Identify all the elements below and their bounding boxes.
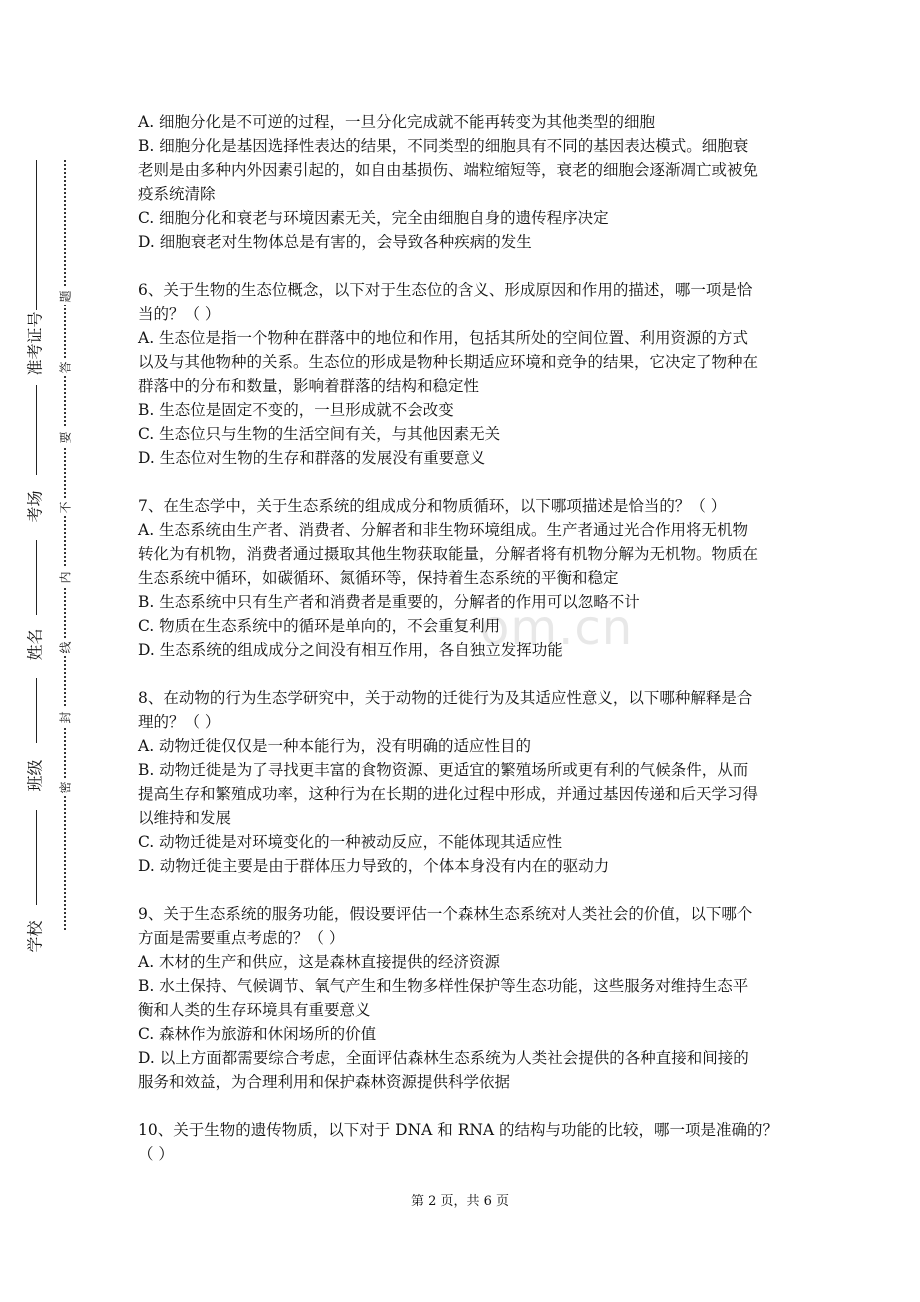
- option-d: D. 动物迁徙主要是由于群体压力导致的，个体本身没有内在的驱动力: [138, 857, 610, 875]
- watermark: om.cn: [480, 600, 634, 656]
- binding-label-name: 姓名: [25, 627, 45, 661]
- option-a: A. 生态位是指一个物种在群落中的地位和作用，包括其所处的空间位置、利用资源的方式: [138, 329, 749, 347]
- option-a: A. 细胞分化是不可逆的过程，一旦分化完成就不能再转变为其他类型的细胞: [138, 113, 656, 131]
- question-6: [138, 278, 788, 470]
- option-a-cont: 群落中的分布和数量，影响着群落的结构和稳定性: [138, 377, 480, 395]
- option-c: C. 细胞分化和衰老与环境因素无关，完全由细胞自身的遗传程序决定: [138, 209, 609, 227]
- option-c: C. 动物迁徙是对环境变化的一种被动反应，不能体现其适应性: [138, 833, 563, 851]
- binding-label-exam-number: 准考证号: [25, 310, 45, 376]
- question-stem-cont: 理的？（ ）: [138, 713, 221, 731]
- option-b: B. 生态系统中只有生产者和消费者是重要的，分解者的作用可以忽略不计: [138, 593, 640, 611]
- option-b: B. 生态位是固定不变的，一旦形成就不会改变: [138, 401, 454, 419]
- option-a: A. 动物迁徙仅仅是一种本能行为，没有明确的适应性目的: [138, 737, 532, 755]
- seal-dotted-line: [64, 160, 66, 930]
- option-d: D. 以上方面都需要综合考虑，全面评估森林生态系统为人类社会提供的各种直接和间接的: [138, 1049, 749, 1067]
- option-a-cont: 生态系统中循环，如碳循环、氮循环等，保持着生态系统的平衡和稳定: [138, 569, 619, 587]
- seal-char: 不: [56, 498, 74, 516]
- page-footer: 第 2 页，共 6 页: [410, 1194, 510, 1209]
- question-stem: 6、关于生物的生态位概念，以下对于生态位的含义、形成原因和作用的描述，哪一项是恰: [138, 281, 753, 299]
- option-b: B. 动物迁徙是为了寻找更丰富的食物资源、更适宜的繁殖场所或更有利的气候条件，从而: [138, 761, 749, 779]
- option-d: D. 生态系统的组成成分之间没有相互作用，各自独立发挥功能: [138, 641, 563, 659]
- seal-char: 密: [56, 778, 74, 796]
- question-10: [138, 1118, 788, 1166]
- write-line-exam-room: [36, 385, 37, 475]
- seal-char: 要: [56, 428, 74, 446]
- option-d: D. 细胞衰老对生物体总是有害的，会导致各种疾病的发生: [138, 233, 532, 251]
- question-9: [138, 902, 788, 1094]
- option-d: D. 生态位对生物的生存和群落的发展没有重要意义: [138, 449, 486, 467]
- seal-char: 线: [56, 638, 74, 656]
- question-stem-cont: 当的？（ ）: [138, 305, 221, 323]
- option-c: C. 森林作为旅游和休闲场所的价值: [138, 1025, 377, 1043]
- exam-content: [138, 110, 788, 1166]
- binding-label-exam-room: 考场: [25, 489, 45, 523]
- question-stem: 8、在动物的行为生态学研究中，关于动物的迁徙行为及其适应性意义，以下哪种解释是合: [138, 689, 753, 707]
- option-a-cont: 以及与其他物种的关系。生态位的形成是物种长期适应环境和竞争的结果，它决定了物种在: [138, 353, 759, 371]
- option-b-cont: 以维持和发展: [138, 809, 232, 827]
- write-line-name: [36, 540, 37, 615]
- question-stem-cont: （ ）: [138, 1145, 174, 1163]
- question-stem: 10、关于生物的遗传物质，以下对于 DNA 和 RNA 的结构与功能的比较，哪一项是准确的？: [138, 1121, 779, 1139]
- question-stem: 7、在生态学中，关于生态系统的组成成分和物质循环，以下哪项描述是恰当的？（ ）: [138, 497, 727, 515]
- question-5-options: [138, 110, 788, 254]
- question-8: [138, 686, 788, 878]
- seal-char: 封: [56, 708, 74, 726]
- option-b-cont: 衡和人类的生存环境具有重要意义: [138, 1001, 371, 1019]
- question-stem-cont: 方面是需要重点考虑的？（ ）: [138, 929, 345, 947]
- question-stem: 9、关于生态系统的服务功能，假设要评估一个森林生态系统对人类社会的价值，以下哪个: [138, 905, 753, 923]
- write-line-school: [36, 810, 37, 905]
- option-a-cont: 转化为有机物，消费者通过摄取其他生物获取能量，分解者将有机物分解为无机物。物质在: [138, 545, 759, 563]
- option-a: A. 生态系统由生产者、消费者、分解者和非生物环境组成。生产者通过光合作用将无机物: [138, 521, 749, 539]
- seal-char: 题: [56, 287, 74, 305]
- binding-label-school: 学校: [25, 919, 45, 953]
- seal-char: 答: [56, 358, 74, 376]
- option-b-cont: 老则是由多种内外因素引起的，如自由基损伤、端粒缩短等，衰老的细胞会逐渐凋亡或被免: [138, 161, 759, 179]
- option-b-cont: 提高生存和繁殖成功率，这种行为在长期的进化过程中形成，并通过基因传递和后天学习得: [138, 785, 759, 803]
- option-b: B. 水土保持、气候调节、氧气产生和生物多样性保护等生态功能，这些服务对维持生态平: [138, 977, 749, 995]
- binding-label-class: 班级: [25, 758, 45, 792]
- seal-char: 内: [56, 568, 74, 586]
- option-b-cont: 疫系统清除: [138, 185, 216, 203]
- option-c: C. 物质在生态系统中的循环是单向的，不会重复利用: [138, 617, 501, 635]
- write-line-exam-number: [36, 160, 37, 310]
- question-7: [138, 494, 788, 662]
- option-a: A. 木材的生产和供应，这是森林直接提供的经济资源: [138, 953, 501, 971]
- option-c: C. 生态位只与生物的生活空间有关，与其他因素无关: [138, 425, 501, 443]
- option-b: B. 细胞分化是基因选择性表达的结果，不同类型的细胞具有不同的基因表达模式。细胞衰: [138, 137, 749, 155]
- write-line-class: [36, 678, 37, 743]
- option-d-cont: 服务和效益，为合理利用和保护森林资源提供科学依据: [138, 1073, 511, 1091]
